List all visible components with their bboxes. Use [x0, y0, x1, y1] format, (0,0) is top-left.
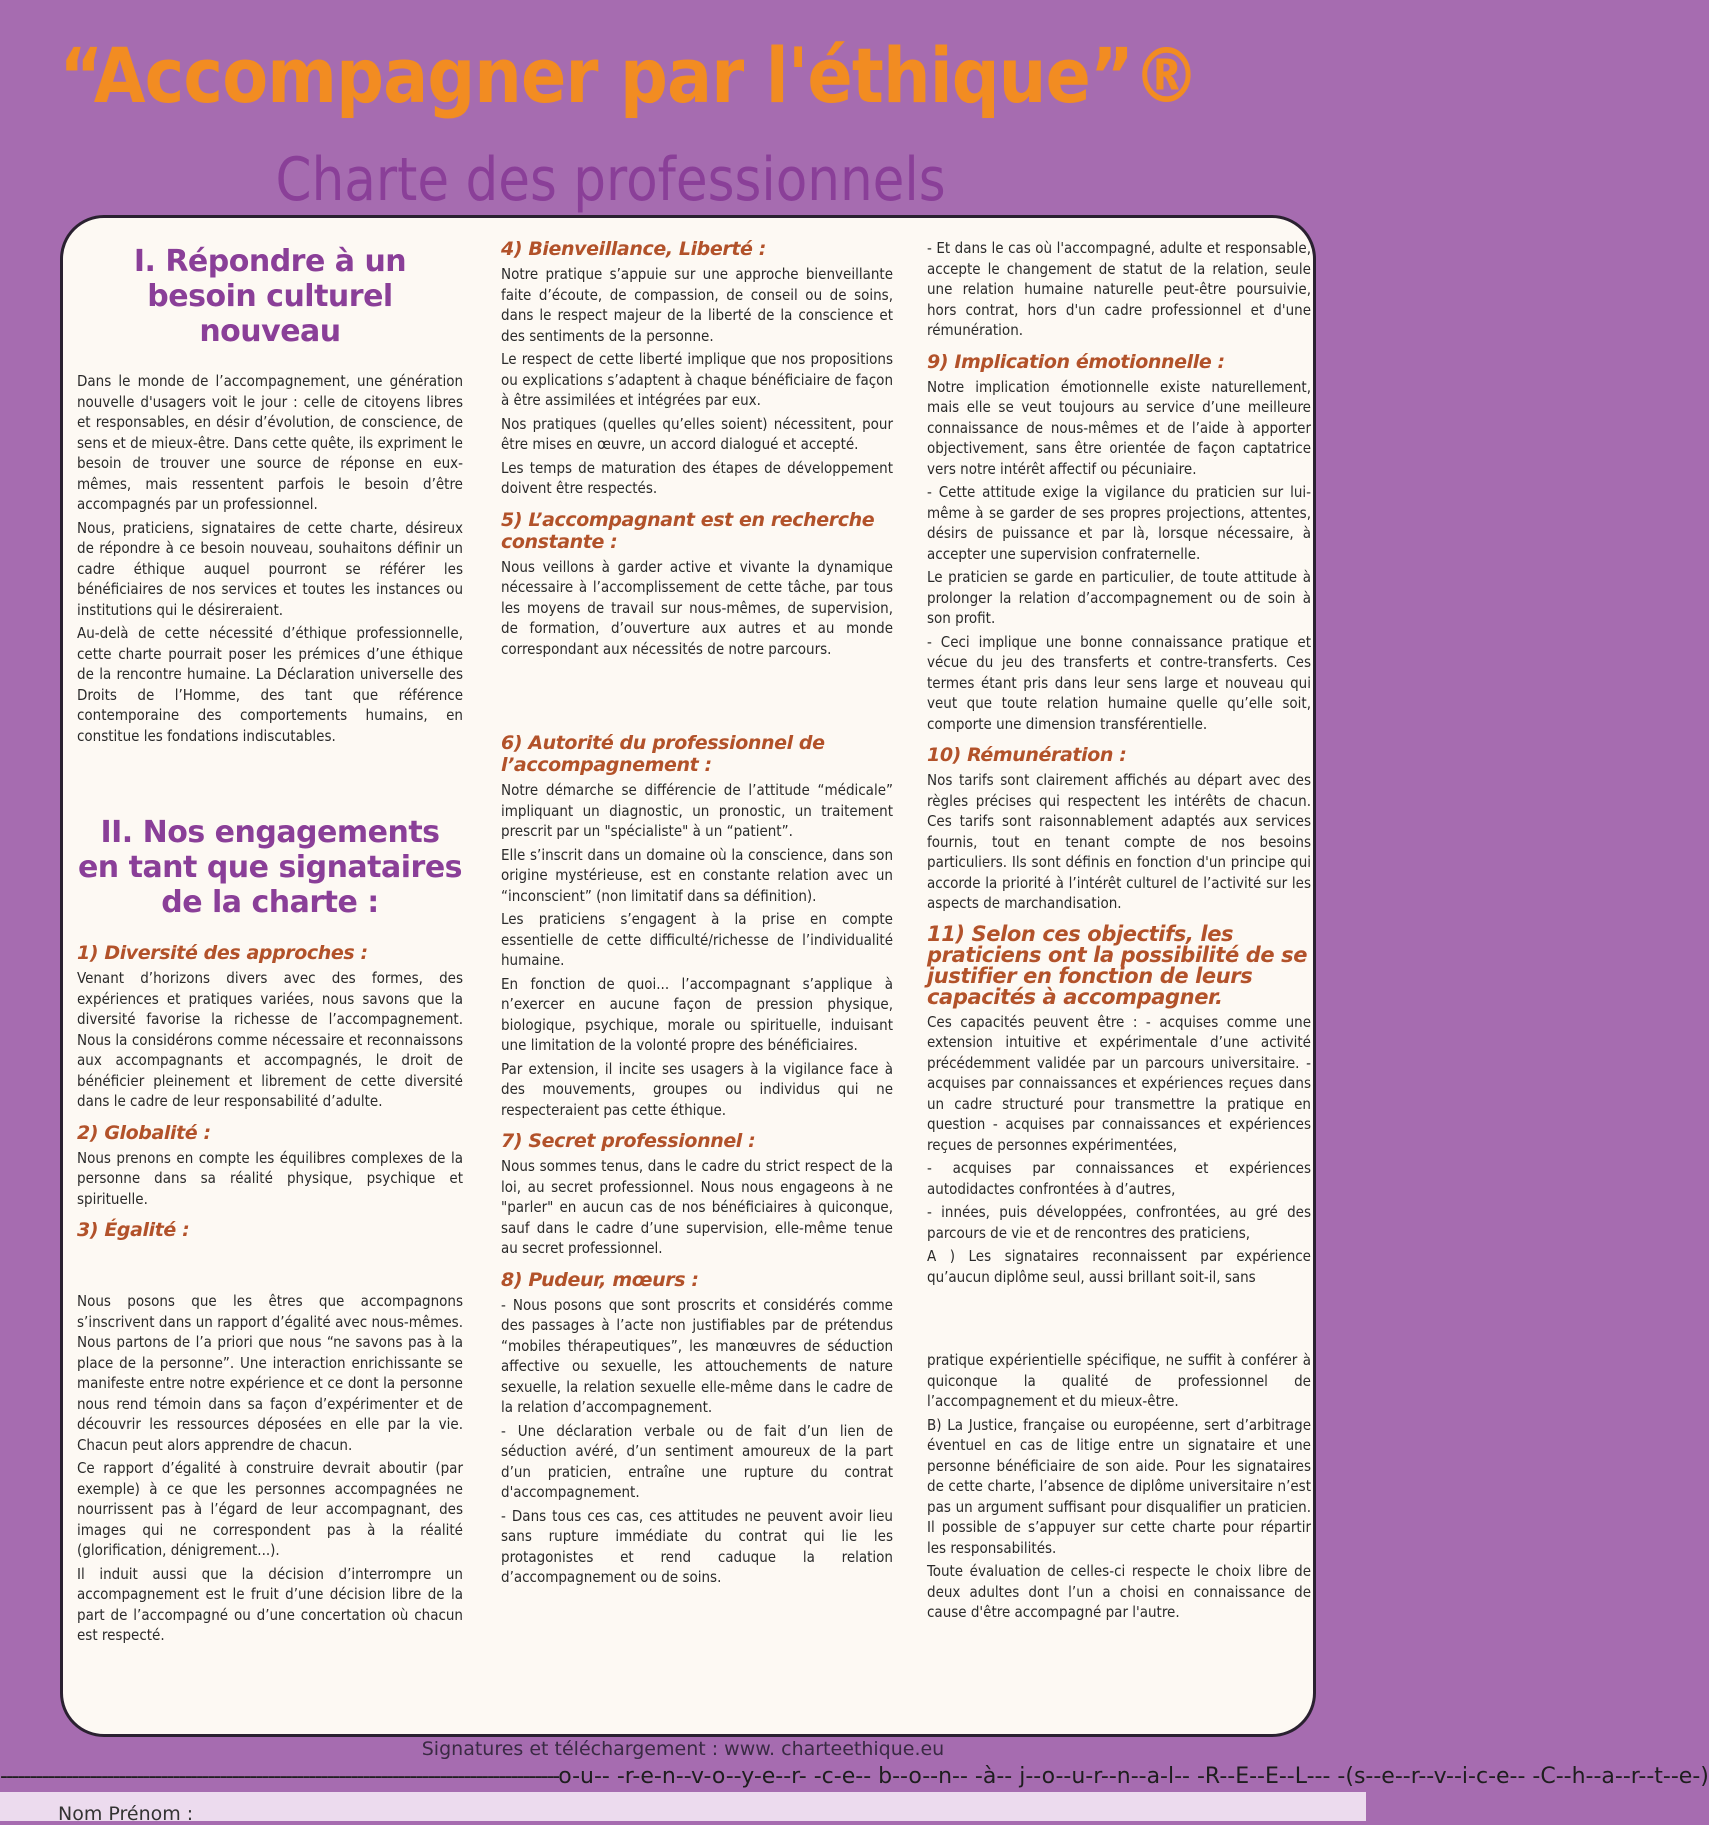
cut-dashes: ---------------------------------------------------------------------------------------------- — [0, 1764, 559, 1789]
article-text: - Ceci implique une bonne connaissance pratique et vécue du jeu des transferts et contre-transferts. Ces termes étant pris dans leur sens large et nouveau qui veut que toute relation humaine quelle qu’elle soit, comporte une dimension transférentielle. — [927, 632, 1311, 733]
column-left — [77, 238, 463, 1649]
article-text: Le respect de cette liberté implique que nos propositions ou explications s’adaptent à chaque bénéficiaire de façon à être assimilées et intégrées par eux. — [501, 350, 893, 409]
column-right — [927, 238, 1311, 1626]
article-text: - Cette attitude exige la vigilance du praticien sur lui-même à se garder de ses propres projections, attentes, désirs de puissance et par là, lorsque nécessaire, à accepter une supervision confraternelle. — [927, 483, 1311, 563]
article-text: Nos pratiques (quelles qu’elles soient) nécessitent, pour être mises en œuvre, un accord dialogué et accepté. — [501, 414, 893, 453]
article-title: 3) Égalité : — [77, 1219, 190, 1241]
article-text: Ce rapport d’égalité à construire devrait aboutir (par exemple) à ce que les personnes accompagnées ne nourrissent pas à l’égard de leur accompagnant, des images qui ne correspondent pas à la réalité (glorification, dénigrement...). — [77, 1459, 463, 1559]
article-text: pratique expérientielle spécifique, ne suffit à conférer à quiconque la qualité de professionnel de l’accompagnement et du mieux-être. — [927, 1351, 1311, 1410]
cut-line — [0, 1764, 1709, 1792]
article-text: Nous prenons en compte les équilibres complexes de la personne dans sa réalité physique, psychique et spirituelle. — [77, 1148, 463, 1208]
article-text: Le praticien se garde en particulier, de toute attitude à prolonger la relation d’accompagnement ou de soin à son profit. — [927, 568, 1311, 627]
article-text: - acquises par connaissances et expériences autodidactes confrontées à d’autres, — [927, 1159, 1311, 1198]
article-title: 5) L’accompagnant est en recherche constante : — [501, 508, 875, 553]
article-text: Ces capacités peuvent être : - acquises comme une extension intuitive et expérimentale d’une activité précédemment validée par un parcours universitaire. - acquises par connaissances et expériences reçues dans un cadre structuré pour transmettre la pratique en question - acquises par connaissances et expériences reçues de personnes expérimentées, — [927, 1012, 1311, 1154]
page-subtitle: Charte des professionnels — [275, 145, 946, 215]
article-text: Elle s’inscrit dans un domaine où la conscience, dans son origine mystérieuse, est en constante relation avec un “inconscient” (non limitatif dans sa définition). — [501, 845, 893, 905]
article-text: Venant d’horizons divers avec des formes, des expériences et pratiques variées, nous savons que la diversité favorise la richesse de l’accompagnement. Nous la considérons comme nécessaire et reconnaissons aux accompagnants et accompagnés, le droit de bénéficier pleinement et librement de cette diversité dans le cadre de leur responsabilité d’adulte. — [77, 969, 463, 1110]
article-text: - Une déclaration verbale ou de fait d’un lien de séduction avéré, d’un sentiment amoureux de la part d’un praticien, entraîne une rupture du contrat d'accompagnement. — [501, 1421, 893, 1501]
section2-title: II. Nos engagements en tant que signataires de la charte : — [77, 815, 463, 920]
article-text: - Nous posons que sont proscrits et considérés comme des passages à l’acte non justifiables par de prétendus “mobiles thérapeutiques”, les manœuvres de séduction affective ou sexuelle, les attouchements de nature sexuelle, la relation sexuelle elle-même dans le cadre de la relation d’accompagnement. — [501, 1295, 893, 1416]
article-text: En fonction de quoi... l’accompagnant s’applique à n’exercer en aucune façon de pression physique, biologique, psychique, morale ou spirituelle, induisant une limitation de la volonté propre des bénéficiaires. — [501, 974, 893, 1054]
article-text: - innées, puis développées, confrontées, au gré des parcours de vie et de rencontres des praticiens, — [927, 1203, 1311, 1242]
cut-line-text: o-u-- -r-e-n--v-o--y-e--r- -c-e-- b--o--n-- -à-- j--o--u-r--n--a-l-- -R--E--E--L--- -(s--e--r--v--i-c-e-- -C--h--a--r--t--e-) — [558, 1764, 1709, 1789]
article-title: 4) Bienveillance, Liberté : — [501, 238, 766, 260]
article-title: 7) Secret professionnel : — [501, 1130, 756, 1152]
article-text: A ) Les signataires reconnaissent par expérience qu’aucun diplôme seul, aussi brillant soit-il, sans — [927, 1247, 1311, 1286]
article-text: Toute évaluation de celles-ci respecte le choix libre de deux adultes dont l’un a choisi en connaissance de cause d'être accompagné par l'autre. — [927, 1562, 1311, 1621]
article-text: - Dans tous ces cas, ces attitudes ne peuvent avoir lieu sans rupture immédiate du contrat qui lie les protagonistes et rend caduque la relation d’accompagnement ou de soins. — [501, 1506, 893, 1586]
page-title: “Accompagner par l'éthique”® — [59, 31, 1200, 120]
article-text: Notre démarche se différencie de l’attitude “médicale” impliquant un diagnostic, un pronostic, un traitement prescrit par un "spécialiste" à un “patient”. — [501, 781, 893, 840]
article-title: 8) Pudeur, mœurs : — [501, 1268, 699, 1291]
article-text: Les temps de maturation des étapes de développement doivent être respectés. — [501, 458, 893, 497]
article-text: Il induit aussi que la décision d’interrompre un accompagnement est le fruit d’une décision libre de la part de l’accompagné ou d’une concertation où chacun est respecté. — [77, 1564, 463, 1644]
section1-title: I. Répondre à un besoin culturel nouveau — [133, 244, 407, 349]
article-text: Nous sommes tenus, dans le cadre du strict respect de la loi, au secret professionnel. Nous nous engageons à ne "parler" en aucun cas de nos bénéficiaires à quiconque, sauf dans le cadre d’une supervision, elle-même tenue au secret professionnel. — [501, 1157, 893, 1257]
charter-card — [60, 215, 1316, 1737]
article-text: - Et dans le cas où l'accompagné, adulte et responsable, accepte le changement de statut de la relation, seule une relation humaine naturelle peut-être poursuivie, hors contrat, hors d'un cadre professionnel et d'une rémunération. — [927, 239, 1311, 339]
article-text: Nos tarifs sont clairement affichés au départ avec des règles précises qui respectent les intérêts de chacun. Ces tarifs sont raisonnablement adaptés aux services fournis, tout en tenant compte de nos besoins particuliers. Ils sont définis en fonction d'un principe qui accorde la priorité à l’intérêt culturel de l’activité sur les aspects de marchandisation. — [927, 771, 1311, 912]
article-title: 10) Rémunération : — [927, 744, 1127, 766]
form-strip — [0, 1792, 1366, 1821]
article-title: 1) Diversité des approches : — [77, 942, 368, 964]
intro-paragraph: Nous, praticiens, signataires de cette charte, désireux de répondre à ce besoin nouveau, souhaitons définir un cadre éthique auquel pourront se référer les bénéficiaires de nos services et toutes les instances ou institutions qui le désireraient. — [77, 518, 463, 619]
article-text: Notre pratique s’appuie sur une approche bienveillante faite d’écoute, de compassion, de conseil ou de soins, dans le respect majeur de la liberté de la conscience et des sentiments de la personne. — [501, 265, 893, 345]
article-text: Par extension, il incite ses usagers à la vigilance face à des mouvements, groupes ou individus qui ne respecteraient pas cette éthique. — [501, 1059, 893, 1119]
article-title: 11) Selon ces objectifs, les praticiens ont la possibilité de se justifier en fonction de leurs capacités à accompagner. — [927, 921, 1308, 1009]
article-text: Nous posons que les êtres que accompagnons s’inscrivent dans un rapport d’égalité avec nous-mêmes. Nous partons de l’a priori que nous “ne savons pas à la place de la personne”. Une interaction enrichissante se manifeste entre notre expérience et ce dont la personne nous rend témoin dans sa façon d’expérimenter et de découvrir les ressources déposées en elle par la vie. Chacun peut alors apprendre de chacun. — [77, 1292, 463, 1454]
article-title: 2) Globalité : — [77, 1121, 211, 1144]
intro-paragraph: Dans le monde de l’accompagnement, une génération nouvelle d'usagers voit le jour : celle de citoyens libres et responsables, en désir d’évolution, de conscience, de sens et de mieux-être. Dans cette quête, ils expriment le besoin de trouver une source de réponse en eux-mêmes, mais ressentent parfois le besoin d’être accompagnés par un professionnel. — [77, 372, 463, 513]
column-middle — [501, 238, 893, 1591]
article-text: Notre implication émotionnelle existe naturellement, mais elle se veut toujours au service d’une meilleure connaissance de nous-mêmes et de l’aide à apporter objectivement, sans être orientée de façon captatrice vers notre intérêt affectif ou pécuniaire. — [927, 377, 1311, 478]
article-text: B) La Justice, française ou européenne, sert d’arbitrage éventuel en cas de litige entre un signataire et une personne bénéficiaire de son aide. Pour les signataires de cette charte, l’absence de diplôme universitaire n’est pas un argument suffisant pour disqualifier un praticien. Il possible de s’appuyer sur cette charte pour répartir les responsabilités. — [927, 1415, 1311, 1557]
signatures-url: Signatures et téléchargement : www. charteethique.eu — [421, 1738, 945, 1760]
article-text: Les praticiens s’engagent à la prise en compte essentielle de cette difficulté/richesse de l’individualité humaine. — [501, 910, 893, 969]
article-title: 9) Implication émotionnelle : — [927, 350, 1225, 373]
intro-paragraph: Au-delà de cette nécessité d’éthique professionnelle, cette charte pourrait poser les prémices d’une éthique de la rencontre humaine. La Déclaration universelle des Droits de l’Homme, des tant que référence contemporaine des comportements humains, en constitue les fondations indiscutables. — [77, 624, 463, 745]
article-title: 6) Autorité du professionnel de l’accompagnement : — [501, 732, 825, 776]
article-text: Nous veillons à garder active et vivante la dynamique nécessaire à l’accomplissement de cette tâche, par tous les moyens de travail sur nous-mêmes, de supervision, de formation, d’ouverture aux autres et au monde correspondant aux nécessités de notre parcours. — [501, 557, 893, 658]
name-field-label: Nom Prénom : — [58, 1803, 194, 1825]
